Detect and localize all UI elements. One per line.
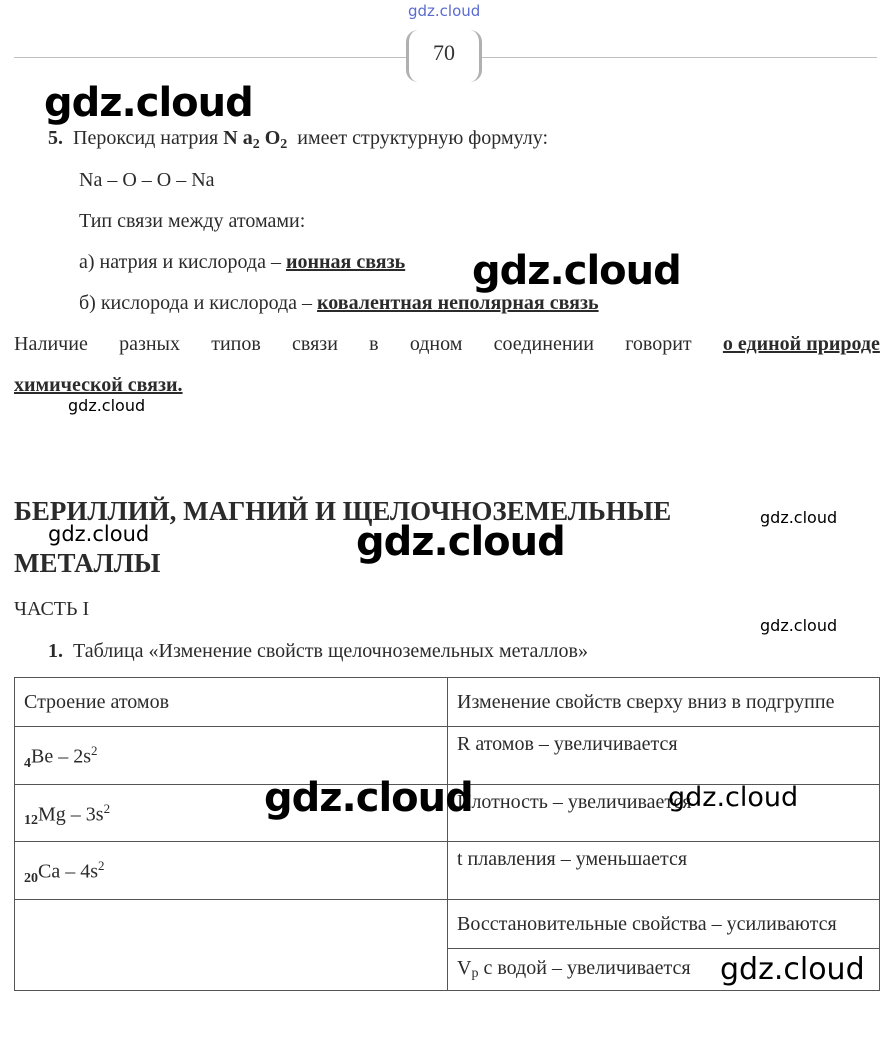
empty-cell	[15, 899, 448, 990]
word: одном	[409, 333, 463, 355]
prop-radius: R атомов – увеличивается	[448, 727, 880, 785]
conclusion-line-1	[14, 332, 880, 356]
watermark-9: gdz.cloud	[668, 782, 799, 813]
word: соединении	[493, 333, 594, 355]
exponent: 2	[91, 743, 98, 758]
v-symbol: V	[457, 956, 472, 979]
atomic-number: 12	[24, 813, 38, 829]
line-a-answer: ионная связь	[285, 251, 406, 273]
header-right: Изменение свойств сверху вниз в подгруппе	[448, 678, 880, 727]
task5-intro	[48, 126, 548, 153]
page-number: 70	[433, 40, 455, 65]
element: Be – 2s	[31, 745, 91, 768]
watermark-6: gdz.cloud	[356, 519, 565, 565]
conclusion-answer-2: химической связи.	[14, 374, 183, 396]
table-row	[15, 899, 880, 948]
element: Ca – 4s	[38, 860, 98, 883]
line-a	[79, 250, 405, 274]
v-subscript: р	[471, 965, 479, 981]
atomic-number: 4	[24, 755, 31, 771]
section-title-line1: БЕРИЛЛИЙ, МАГНИЙ И ЩЕЛОЧНОЗЕМЕЛЬНЫЕ	[14, 496, 672, 526]
word: связи	[292, 333, 338, 355]
properties-table	[14, 677, 880, 991]
prop-melting: t плавления – уменьшается	[448, 842, 880, 900]
watermark-1: gdz.cloud	[44, 80, 253, 126]
atomic-number: 20	[24, 870, 38, 886]
part-label: ЧАСТЬ I	[14, 598, 90, 620]
watermark-5: gdz.cloud	[48, 522, 150, 546]
word: говорит	[625, 333, 692, 355]
line-b-prefix: б) кислорода и кислорода –	[79, 292, 313, 314]
conclusion-line-2	[14, 373, 183, 397]
element: Mg – 3s	[38, 803, 104, 826]
line-a-prefix: а) натрия и кислорода –	[79, 251, 281, 273]
table-header-row	[15, 678, 880, 727]
word: Наличие	[14, 333, 88, 355]
watermark-top: gdz.cloud	[408, 2, 481, 20]
prop-density: Плотность – увеличивается	[448, 784, 880, 842]
line-b-answer: ковалентная неполярная связь	[317, 292, 599, 314]
task1-title	[48, 639, 588, 663]
line-b	[79, 291, 599, 315]
word: разных	[119, 333, 180, 355]
structural-formula: Na – O – O – Na	[79, 169, 215, 191]
atom-ca	[15, 842, 448, 900]
watermark-3: gdz.cloud	[68, 396, 146, 415]
section-title-line2: МЕТАЛЛЫ	[14, 548, 161, 578]
watermark-4: gdz.cloud	[760, 508, 838, 527]
bond-type-label: Тип связи между атомами:	[79, 210, 306, 232]
header-left: Строение атомов	[15, 678, 448, 727]
exponent: 2	[98, 858, 105, 874]
task1-number: 1.	[48, 640, 63, 662]
watermark-10: gdz.cloud	[720, 952, 865, 987]
formula-na: N a	[223, 127, 253, 149]
watermark-2: gdz.cloud	[472, 248, 681, 294]
watermark-7: gdz.cloud	[760, 616, 838, 635]
table-row	[15, 842, 880, 900]
word: в	[369, 333, 379, 355]
conclusion-answer-1: о единой природе	[722, 333, 880, 355]
prop-reducing: Восстановительные свойства – усиливаются	[448, 899, 880, 948]
formula-o: O	[264, 127, 281, 149]
v-rest: с водой – увеличивается	[478, 956, 691, 979]
page-number-box	[406, 30, 482, 82]
watermark-8: gdz.cloud	[264, 775, 473, 821]
exponent: 2	[103, 800, 111, 816]
formula-sub-2: 2	[280, 137, 288, 152]
formula-sub-1: 2	[252, 137, 260, 152]
task1-text: Таблица «Изменение свойств щелочноземельных металлов»	[73, 640, 588, 662]
task5-number: 5.	[48, 127, 63, 149]
task5-intro-after: имеет структурную формулу:	[297, 127, 548, 149]
task5-intro-text: Пероксид натрия	[73, 127, 219, 149]
word: типов	[211, 333, 261, 355]
